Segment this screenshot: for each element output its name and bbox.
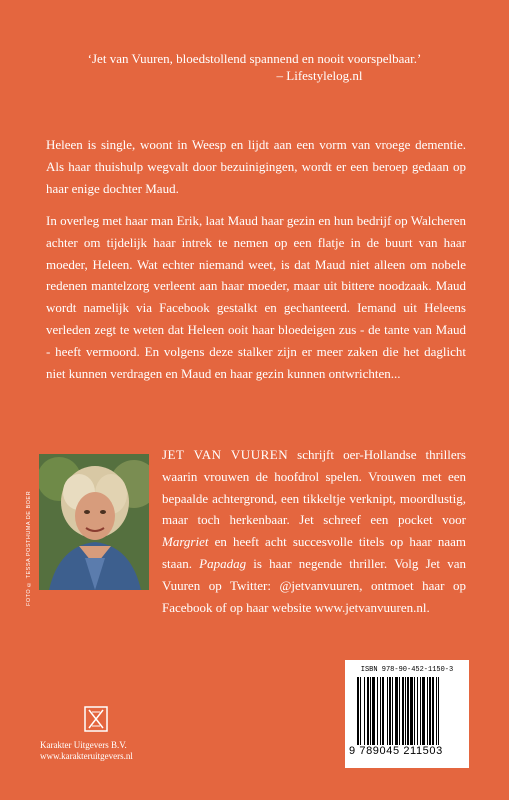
- publisher-url: www.karakteruitgevers.nl: [40, 751, 133, 761]
- barcode-bar: [364, 677, 365, 745]
- bio-text-1: schrijft oer-Hollandse thrillers waarin vrouwen de hoofdrol spelen. Vrouwen met een bepaalde achtergrond, een tikkeltje verknipt, moordlustig, maar toch herkenbaar. Jet schreef een pocket voor: [162, 447, 466, 528]
- barcode-bar: [429, 677, 431, 745]
- barcode-bar: [417, 677, 418, 745]
- barcode-bar: [357, 677, 359, 745]
- barcode-bars: [357, 677, 461, 745]
- bio-magazine: Margriet: [162, 534, 209, 550]
- barcode-bar: [438, 677, 439, 745]
- barcode-bar: [382, 677, 384, 745]
- barcode-bar: [399, 677, 400, 745]
- bio-text-3: is haar negende thriller. Volg Jet van Vuuren op Twitter: @jetvanvuuren, ontmoet haar op Facebook of op haar website www.jetvanvuuren.nl.: [162, 555, 466, 615]
- barcode-bar: [377, 677, 378, 745]
- quote-text: ‘Jet van Vuuren, bloedstollend spannend en nooit voorspelbaar.’: [87, 51, 422, 66]
- barcode-bar: [395, 677, 398, 745]
- quote-source: – Lifestylelog.nl: [276, 68, 363, 83]
- author-name: JET VAN VUUREN: [162, 447, 289, 462]
- author-photo: [39, 454, 149, 590]
- review-quote: [0, 50, 509, 84]
- barcode-bar: [370, 677, 371, 745]
- barcode-bar: [436, 677, 437, 745]
- barcode-bar: [392, 677, 393, 745]
- karakter-logo-icon: [84, 706, 108, 732]
- author-bio: [162, 444, 466, 618]
- blurb-paragraph-2: In overleg met haar man Erik, laat Maud haar gezin en hun bedrijf op Walcheren achter om tijdelijk haar intrek te nemen op een flatje in de buurt van haar moeder, Heleen. Wat echter niemand weet, is dat Maud niet alleen om nobele redenen mantelzorg verleent aan haar moeder, maar uit bittere noodzaak. Maud wordt namelijk via Facebook gestalkt en gechanteerd. Iemand uit Heleens verleden zegt te weten dat Heleen ooit haar bloedeigen zus - de tante van Maud - heeft vermoord. En volgens deze stalker zijn er meer zaken die het daglicht niet kunnen verdragen en Maud en haar gezin kunnen ontwrichten...: [46, 213, 466, 381]
- isbn-label: ISBN 978-90-452-1150-3: [360, 666, 454, 674]
- barcode-bar: [402, 677, 404, 745]
- barcode-bar: [432, 677, 434, 745]
- barcode-bar: [422, 677, 425, 745]
- barcode-bar: [414, 677, 415, 745]
- isbn-barcode: [345, 660, 469, 768]
- barcode-bar: [367, 677, 369, 745]
- barcode-bar: [387, 677, 388, 745]
- publisher-block: [40, 706, 160, 762]
- photo-credit: FOTO © TESSA POSTHUMA DE BOER: [26, 490, 32, 606]
- barcode-bar: [389, 677, 391, 745]
- blurb-paragraph-1: Heleen is single, woont in Weesp en lijdt aan een vorm van vroege dementie. Als haar thuishulp wegvalt door bezuinigingen, wordt er een beroep gedaan op haar enige dochter Maud.: [46, 137, 466, 196]
- barcode-digits: 9 789045 211503: [349, 745, 443, 757]
- publisher-name: Karakter Uitgevers B.V.: [40, 740, 127, 750]
- barcode-bar: [420, 677, 421, 745]
- barcode-bar: [407, 677, 409, 745]
- barcode-bar: [372, 677, 375, 745]
- barcode-bar: [427, 677, 428, 745]
- barcode-bar: [360, 677, 361, 745]
- bio-book-title: Papadag: [199, 555, 247, 571]
- barcode-bar: [410, 677, 413, 745]
- barcode-bar: [405, 677, 406, 745]
- bio-text-2: en heeft acht succesvolle titels op haar naam staan.: [162, 534, 466, 571]
- barcode-bar: [380, 677, 381, 745]
